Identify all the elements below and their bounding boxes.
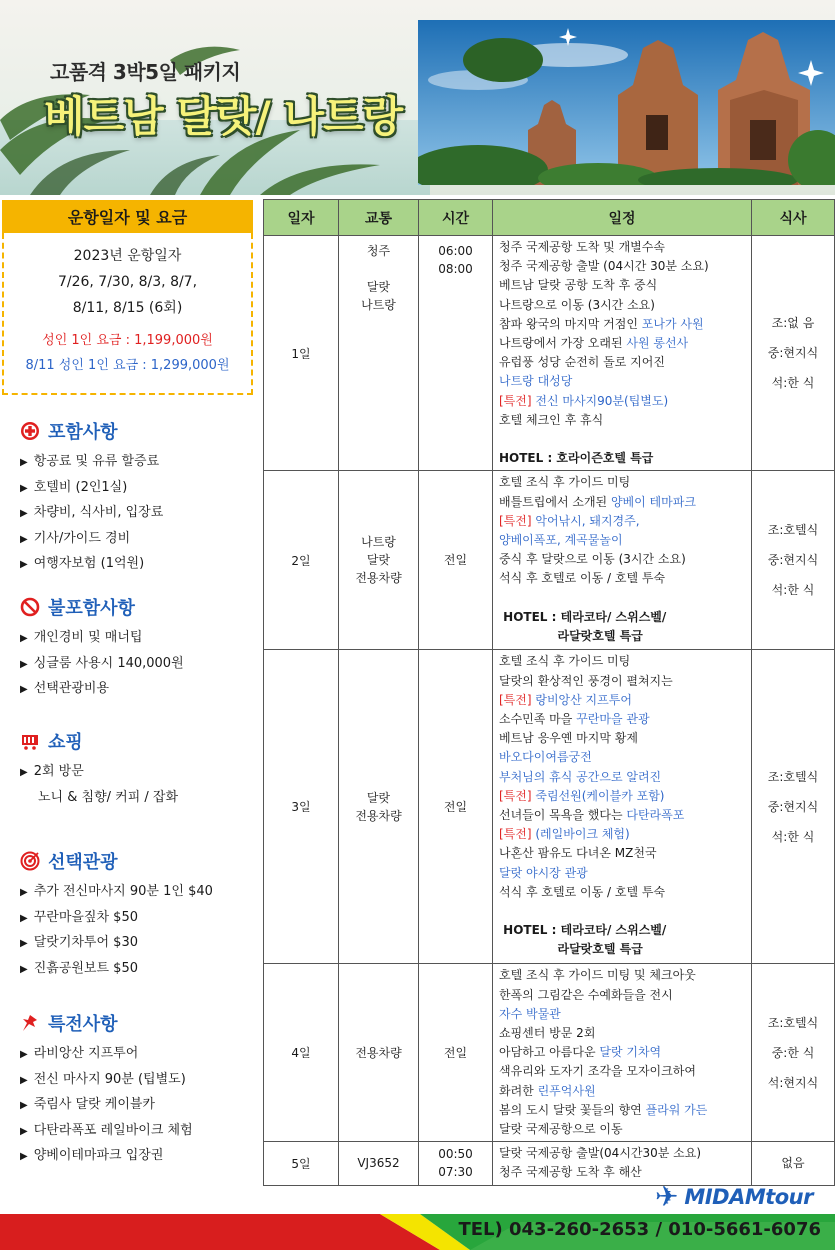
itinerary-line xyxy=(499,627,747,646)
itinerary-segment: 석식 후 호텔로 이동 / 호텔 투숙 xyxy=(499,884,666,899)
header-meals: 식사 xyxy=(752,200,835,236)
itinerary-line xyxy=(499,430,747,449)
itinerary-segment: 나트랑에서 가장 오래된 xyxy=(499,336,627,351)
day-cell: 3일 xyxy=(264,650,339,964)
list-item: ▶ 죽림사 달랏 케이블카 xyxy=(20,1097,155,1113)
meal-line: 석:현지식 xyxy=(767,1075,819,1090)
meals-cell xyxy=(752,1142,835,1185)
meals-cell xyxy=(752,650,835,964)
meal-line: 석:한 식 xyxy=(771,583,815,598)
list-item: ▶ 선택관광비용 xyxy=(20,681,110,697)
flight-dates-line-1: 7/26, 7/30, 8/3, 8/7, xyxy=(57,274,198,290)
special-benefits-title: 특전사항 xyxy=(48,1014,118,1035)
list-item: ▶ 다탄라폭포 레일바이크 체험 xyxy=(20,1122,193,1138)
itinerary-line xyxy=(499,768,747,787)
package-title: 베트남 달랏/ 나트랑 xyxy=(44,92,403,141)
transport-line: VJ3652 xyxy=(357,1156,400,1171)
list-item: ▶ 싱글룸 사용시 140,000원 xyxy=(20,655,184,671)
itinerary-segment: HOTEL : 테라코타/ 스위스벨/ xyxy=(499,609,667,624)
itinerary-line xyxy=(499,652,747,671)
list-item: ▶ 전신 마사지 90분 (팁별도) xyxy=(20,1071,186,1087)
itinerary-segment xyxy=(499,904,503,918)
itinerary-segment: 전신 마사지90분(팁별도) xyxy=(531,393,669,408)
itinerary-line xyxy=(499,825,747,844)
itinerary-segment: 나트랑 대성당 xyxy=(499,374,573,389)
time-cell xyxy=(419,964,493,1142)
header-transport: 교통 xyxy=(339,200,419,236)
table-row xyxy=(264,471,835,650)
itinerary-segment: 플라워 가든 xyxy=(645,1102,708,1117)
itinerary-line xyxy=(499,844,747,863)
meal-line: 중:현지식 xyxy=(767,799,819,814)
optional-tours-section xyxy=(20,848,260,982)
transport-line: 달랏 xyxy=(366,790,391,805)
header-time: 시간 xyxy=(419,200,493,236)
itinerary-segment: 포나가 사원 xyxy=(641,316,704,331)
itinerary-segment: HOTEL : 호라이즌호텔 특급 xyxy=(499,451,654,466)
itinerary-cell xyxy=(493,471,752,650)
footer-bar xyxy=(0,1214,835,1250)
meal-line: 조:호텔식 xyxy=(767,769,819,784)
itinerary-line xyxy=(499,550,747,569)
special-benefits-list xyxy=(20,1042,260,1170)
itinerary-line xyxy=(499,372,747,391)
list-item: ▶ 2회 방문 xyxy=(20,764,84,779)
itinerary-line xyxy=(499,1024,747,1043)
po-nagar-temple-photo xyxy=(418,20,835,185)
table-row xyxy=(264,964,835,1142)
itinerary-line xyxy=(499,493,747,512)
itinerary-segment xyxy=(499,591,503,605)
list-item: ▶ 여행자보험 (1억원) xyxy=(20,556,145,572)
list-item: ▶ 라비앙산 지프투어 xyxy=(20,1046,139,1061)
itinerary-line xyxy=(499,276,747,295)
day-cell: 5일 xyxy=(264,1142,339,1185)
itinerary-segment: 죽림선원(케이블카 포함) xyxy=(531,788,665,803)
itinerary-segment: 석식 후 호텔로 이동 / 호텔 투숙 xyxy=(499,571,666,586)
adult-price: 성인 1인 요금 : 1,199,000원 xyxy=(42,333,213,348)
itinerary-line xyxy=(499,806,747,825)
itinerary-line xyxy=(499,729,747,748)
itinerary-line xyxy=(499,589,747,608)
time-cell xyxy=(419,650,493,964)
itinerary-segment: 달랏의 환상적인 풍경이 펼쳐지는 xyxy=(499,673,673,688)
time-line: 전일 xyxy=(443,553,468,568)
itinerary-line xyxy=(499,531,747,550)
transport-line: 청주 xyxy=(366,244,391,258)
included-section xyxy=(20,418,260,578)
itinerary-segment: [특전] xyxy=(499,827,532,842)
itinerary-segment: [특전] xyxy=(499,692,532,707)
itinerary-segment: 린푸억사원 xyxy=(537,1083,596,1098)
itinerary-line xyxy=(499,921,747,940)
itinerary-segment: 라달랏호텔 특급 xyxy=(499,942,643,957)
excluded-section xyxy=(20,594,260,703)
meal-line: 조:호텔식 xyxy=(767,523,819,538)
itinerary-line xyxy=(499,1005,747,1024)
itinerary-segment: 베트남 달랏 공항 도착 후 중식 xyxy=(499,278,658,293)
itinerary-segment: 소수민족 마을 xyxy=(499,712,577,727)
itinerary-segment: 달랏 국제공항 출발(04시간30분 소요) xyxy=(499,1146,702,1161)
list-item: ▶ 차량비, 식사비, 입장료 xyxy=(20,505,164,521)
itinerary-segment: [특전] xyxy=(499,393,532,408)
itinerary-line xyxy=(499,315,747,334)
meal-line: 조:호텔식 xyxy=(767,1015,819,1030)
transport-line: 나트랑 xyxy=(361,298,396,312)
list-item: ▶ 항공료 및 유류 할증료 xyxy=(20,454,160,469)
contact-phone: TEL) 043-260-2653 / 010-5661-6076 xyxy=(458,1219,821,1240)
flight-year-line: 2023년 운항일자 xyxy=(73,248,182,264)
itinerary-segment: [특전] xyxy=(499,513,532,528)
time-line: 06:00 xyxy=(438,244,473,258)
day-cell: 1일 xyxy=(264,236,339,471)
itinerary-line xyxy=(499,1082,747,1101)
shopping-cart-icon xyxy=(20,731,40,751)
itinerary-cell xyxy=(493,1142,752,1185)
transport-cell xyxy=(339,964,419,1142)
table-header-row xyxy=(264,200,835,236)
itinerary-line xyxy=(499,940,747,959)
itinerary-segment: 다탄라폭포 xyxy=(626,808,685,823)
time-cell xyxy=(419,236,493,471)
itinerary-segment: 봄의 도시 달랏 꽃들의 향연 xyxy=(499,1102,646,1117)
itinerary-line xyxy=(499,902,747,921)
itinerary-segment: 나트랑으로 이동 (3시간 소요) xyxy=(499,297,655,312)
itinerary-segment: 랑비앙산 지프투어 xyxy=(531,692,632,707)
red-cross-icon xyxy=(20,421,40,441)
transport-line: 달랏 xyxy=(366,553,391,568)
table-row xyxy=(264,1142,835,1185)
itinerary-segment: 달랏 기차역 xyxy=(599,1045,662,1060)
aug11-adult-price: 8/11 성인 1인 요금 : 1,299,000원 xyxy=(25,358,230,373)
itinerary-segment: 청주 국제공항 출발 (04시간 30분 소요) xyxy=(499,259,709,274)
itinerary-table xyxy=(263,199,835,1186)
itinerary-segment: 나혼산 팜유도 다녀온 MZ천국 xyxy=(499,846,657,861)
itinerary-line xyxy=(499,710,747,729)
itinerary-line xyxy=(499,608,747,627)
itinerary-line xyxy=(499,883,747,902)
shopping-title: 쇼핑 xyxy=(48,732,83,753)
list-item: ▶ 기사/가이드 경비 xyxy=(20,530,131,546)
transport-line: 전용차량 xyxy=(355,808,402,823)
table-row xyxy=(264,236,835,471)
itinerary-line xyxy=(499,353,747,372)
itinerary-line xyxy=(499,569,747,588)
itinerary-cell xyxy=(493,964,752,1142)
itinerary-segment: (레일바이크 체험) xyxy=(531,827,630,842)
itinerary-line xyxy=(499,334,747,353)
optional-tours-title: 선택관광 xyxy=(48,852,118,873)
airplane-icon: ✈ xyxy=(654,1180,679,1213)
transport-line: 나트랑 xyxy=(361,535,396,550)
shopping-section xyxy=(20,728,260,810)
itinerary-segment: 달랏 야시장 관광 xyxy=(499,865,588,880)
list-item: ▶ 진흙공원보트 $50 xyxy=(20,960,138,976)
itinerary-segment: 아담하고 아름다운 xyxy=(499,1045,600,1060)
itinerary-line xyxy=(499,1144,747,1163)
package-subtitle: 고품격 3박5일 패키지 xyxy=(50,60,241,84)
meal-line: 조:없 음 xyxy=(771,316,815,331)
itinerary-segment: 악어낚시, 돼지경주, xyxy=(531,513,640,528)
transport-cell xyxy=(339,1142,419,1185)
transport-line xyxy=(339,260,418,278)
transport-cell xyxy=(339,650,419,964)
meal-line: 석:한 식 xyxy=(771,376,815,391)
time-line: 08:00 xyxy=(438,262,473,276)
transport-cell xyxy=(339,471,419,650)
itinerary-segment: 호텔 체크인 후 휴식 xyxy=(499,412,604,427)
itinerary-line xyxy=(499,449,747,468)
itinerary-segment: 부처님의 휴식 공간으로 알려진 xyxy=(499,769,662,784)
meal-line: 없음 xyxy=(781,1156,805,1171)
time-line: 전일 xyxy=(443,1045,468,1060)
itinerary-segment: 한폭의 그림같은 수예화들을 전시 xyxy=(499,987,673,1002)
price-box xyxy=(2,233,253,395)
itinerary-line xyxy=(499,787,747,806)
itinerary-line xyxy=(499,1120,747,1139)
table-row xyxy=(264,650,835,964)
itinerary-line xyxy=(499,1043,747,1062)
transport-cell xyxy=(339,236,419,471)
itinerary-line xyxy=(499,966,747,985)
meal-line: 중:현지식 xyxy=(767,346,819,361)
list-item: ▶ 달랏기차투어 $30 xyxy=(20,935,138,951)
itinerary-line xyxy=(499,864,747,883)
itinerary-line xyxy=(499,691,747,710)
itinerary-segment: 쇼핑센터 방문 2회 xyxy=(499,1026,596,1041)
midamtour-logo xyxy=(655,1180,813,1213)
banner xyxy=(0,0,835,195)
meals-cell xyxy=(752,471,835,650)
itinerary-line xyxy=(499,238,747,257)
list-item: ▶ 호텔비 (2인1실) xyxy=(20,479,128,495)
itinerary-line xyxy=(499,473,747,492)
list-item: ▶ 추가 전신마사지 90분 1인 $40 xyxy=(20,884,213,899)
price-header: 운항일자 및 요금 xyxy=(2,200,253,233)
itinerary-segment: 양베이폭포, 계곡물놀이 xyxy=(499,533,623,548)
itinerary-segment: 바오다이여름궁전 xyxy=(499,750,592,765)
itinerary-line xyxy=(499,672,747,691)
itinerary-line xyxy=(499,986,747,1005)
itinerary-line xyxy=(499,1101,747,1120)
meal-line: 중:현지식 xyxy=(767,553,819,568)
time-line: 전일 xyxy=(443,799,468,814)
itinerary-segment: [특전] xyxy=(499,788,532,803)
day-cell: 4일 xyxy=(264,964,339,1142)
itinerary-segment: 유럽풍 성당 순전히 돌로 지어진 xyxy=(499,355,665,370)
itinerary-segment: 자수 박물관 xyxy=(499,1006,561,1021)
meals-cell xyxy=(752,964,835,1142)
prohibited-icon xyxy=(20,597,40,617)
list-item: ▶ 꾸란마을짚차 $50 xyxy=(20,909,138,925)
itinerary-segment: 청주 국제공항 도착 및 개별수속 xyxy=(499,240,665,254)
itinerary-segment: 중식 후 달랏으로 이동 (3시간 소요) xyxy=(499,552,686,567)
optional-tours-list xyxy=(20,880,260,982)
itinerary-segment: 화려한 xyxy=(499,1083,538,1098)
header-day: 일자 xyxy=(264,200,339,236)
itinerary-segment: 청주 국제공항 도착 후 해산 xyxy=(499,1165,642,1180)
shopping-list xyxy=(20,760,260,810)
target-icon xyxy=(20,851,40,871)
day-cell: 2일 xyxy=(264,471,339,650)
itinerary-cell xyxy=(493,650,752,964)
time-cell xyxy=(419,1142,493,1185)
itinerary-line xyxy=(499,411,747,430)
itinerary-segment: 꾸란마을 관광 xyxy=(576,712,650,727)
time-cell xyxy=(419,471,493,650)
itinerary-segment: 달랏 국제공항으로 이동 xyxy=(499,1122,623,1137)
list-item: 노니 & 침향/ 커피 / 잡화 xyxy=(38,789,179,805)
meal-line: 석:한 식 xyxy=(771,829,815,844)
itinerary-segment: 참파 왕국의 마지막 거점인 xyxy=(499,316,642,331)
itinerary-segment: 호텔 조식 후 가이드 미팅 xyxy=(499,654,631,669)
itinerary-segment: 사원 롱선사 xyxy=(626,336,689,351)
itinerary-segment: HOTEL : 테라코타/ 스위스벨/ xyxy=(499,923,667,938)
meals-cell xyxy=(752,236,835,471)
included-title: 포함사항 xyxy=(48,422,118,443)
special-benefits-section xyxy=(20,1010,260,1170)
transport-line: 달랏 xyxy=(366,280,391,294)
itinerary-segment: 베트남 응우옌 마지막 황제 xyxy=(499,731,638,746)
transport-line: 전용차량 xyxy=(355,1045,402,1060)
header-itinerary: 일정 xyxy=(493,200,752,236)
itinerary-segment: 색유리와 도자기 조각을 모자이크하여 xyxy=(499,1064,696,1079)
time-line: 00:50 xyxy=(438,1147,473,1162)
itinerary-line xyxy=(499,512,747,531)
itinerary-cell xyxy=(493,236,752,471)
logo-text: MIDAMtour xyxy=(684,1184,813,1209)
itinerary-line xyxy=(499,257,747,276)
itinerary-segment: 선녀들이 목욕을 했다는 xyxy=(499,808,627,823)
list-item: ▶ 양베이테마파크 입장권 xyxy=(20,1148,164,1164)
itinerary-line xyxy=(499,296,747,315)
list-item: ▶ 개인경비 및 매너팁 xyxy=(20,630,143,645)
meal-line: 중:한 식 xyxy=(771,1045,815,1060)
itinerary-segment: 호텔 조식 후 가이드 미팅 xyxy=(499,475,631,490)
itinerary-segment xyxy=(499,432,503,446)
time-line: 07:30 xyxy=(438,1165,473,1180)
itinerary-line xyxy=(499,392,747,411)
excluded-title: 불포함사항 xyxy=(48,598,135,619)
itinerary-line xyxy=(499,748,747,767)
flight-dates-line-2: 8/11, 8/15 (6회) xyxy=(72,300,183,316)
itinerary-segment: 호텔 조식 후 가이드 미팅 및 체크아웃 xyxy=(499,968,696,983)
included-list xyxy=(20,450,260,578)
transport-line: 전용차량 xyxy=(355,571,402,586)
itinerary-segment: 양베이 테마파크 xyxy=(610,494,696,509)
itinerary-segment: 라달랏호텔 특급 xyxy=(499,629,643,644)
excluded-list xyxy=(20,626,260,703)
itinerary-segment: 배틀트립에서 소개된 xyxy=(499,494,611,509)
pushpin-icon xyxy=(20,1013,40,1033)
itinerary-line xyxy=(499,1062,747,1081)
